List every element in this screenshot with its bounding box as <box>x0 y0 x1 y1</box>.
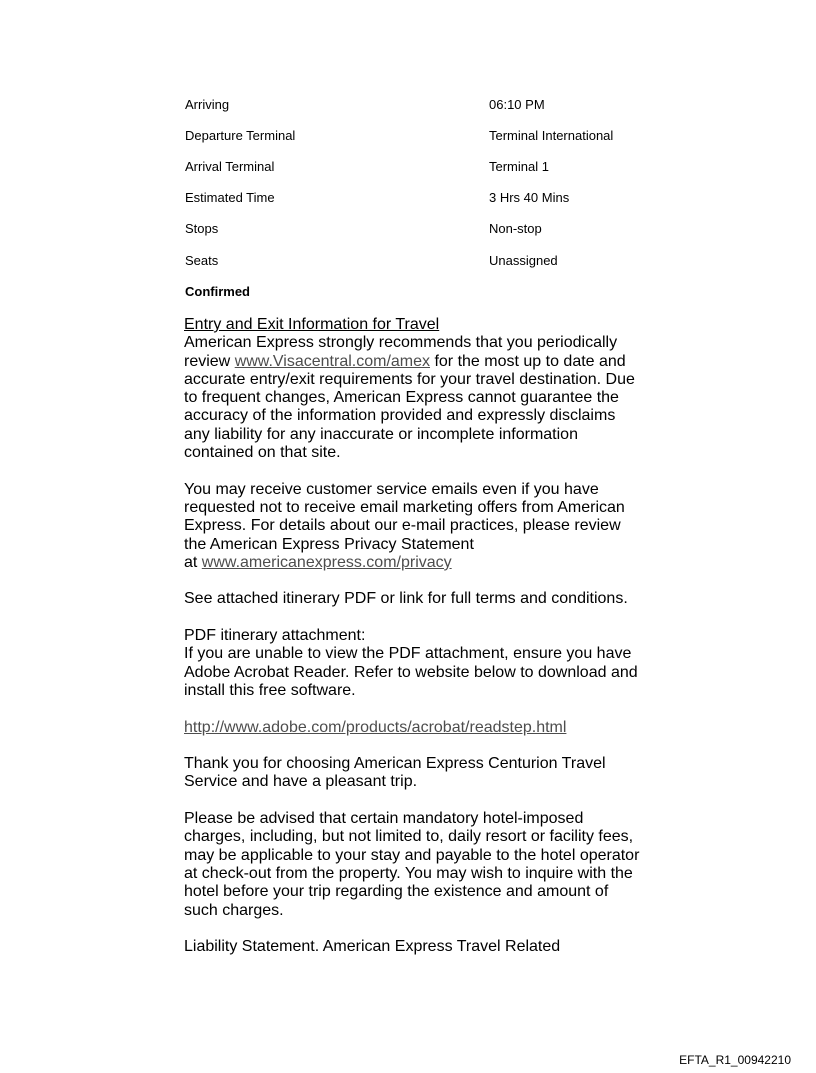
detail-row-seats <box>185 251 645 271</box>
hotel-charges-text: Please be advised that certain mandatory hotel-imposed charges, including, but not limited to, daily resort or facility fees, may be applicable to your stay and payable to the hotel operator at check-out from the property. You may wish to inquire with the hotel before your trip regarding the existence and amount of such charges. <box>184 810 640 919</box>
detail-row-stops <box>185 219 645 239</box>
detail-row-arrival-terminal <box>185 157 645 177</box>
detail-row-arriving <box>185 95 645 115</box>
document-body <box>184 316 644 975</box>
pdf-attachment-section <box>184 627 644 700</box>
privacy-link[interactable]: www.americanexpress.com/privacy <box>201 553 452 571</box>
email-notice-section <box>184 481 644 572</box>
detail-value: Unassigned <box>489 253 558 268</box>
adobe-link-paragraph <box>184 719 644 737</box>
document-id: EFTA_R1_00942210 <box>679 1053 791 1067</box>
detail-value: Terminal 1 <box>489 159 549 174</box>
detail-label: Arriving <box>185 97 230 112</box>
detail-label: Stops <box>185 221 219 236</box>
entry-exit-text-before-link: American Express strongly recommends that you periodically review <box>184 334 618 370</box>
email-notice-text: You may receive customer service emails even if you have requested not to receive email marketing offers from American Express. For details about our e-mail practices, please review the American Express Privacy Statement <box>184 480 625 553</box>
detail-value: 06:10 PM <box>489 97 545 112</box>
terms-text: See attached itinerary PDF or link for full terms and conditions. <box>184 590 628 608</box>
detail-label: Departure Terminal <box>185 128 296 143</box>
entry-exit-section <box>184 316 644 462</box>
pdf-attachment-heading: PDF itinerary attachment: <box>184 627 366 645</box>
pdf-attachment-text: If you are unable to view the PDF attachment, ensure you have Adobe Acrobat Reader. Refer to website below to download and install this free software. <box>184 645 638 699</box>
detail-value: 3 Hrs 40 Mins <box>489 190 570 205</box>
detail-label: Seats <box>185 253 219 268</box>
entry-exit-text-after-link: for the most up to date and accurate entry/exit requirements for your travel destination. Due to frequent changes, American Express cannot guarantee the accuracy of the information provided and expressly disclaims any liability for any inaccurate or incomplete information contained on that site. <box>184 352 635 462</box>
booking-status: Confirmed <box>185 284 250 299</box>
email-notice-at: at <box>184 553 202 571</box>
liability-text: Liability Statement. American Express Travel Related <box>184 938 561 956</box>
detail-label: Estimated Time <box>185 190 275 205</box>
detail-value: Non-stop <box>489 221 542 236</box>
detail-value: Terminal International <box>489 128 614 143</box>
adobe-link[interactable]: http://www.adobe.com/products/acrobat/readstep.html <box>184 718 567 736</box>
thank-you-text: Thank you for choosing American Express Centurion Travel Service and have a pleasant trip. <box>184 755 606 791</box>
detail-row-estimated-time <box>185 188 645 208</box>
detail-label: Arrival Terminal <box>185 159 275 174</box>
entry-exit-heading: Entry and Exit Information for Travel <box>184 316 440 333</box>
detail-row-departure-terminal <box>185 126 645 146</box>
visacentral-link[interactable]: www.Visacentral.com/amex <box>234 352 431 370</box>
